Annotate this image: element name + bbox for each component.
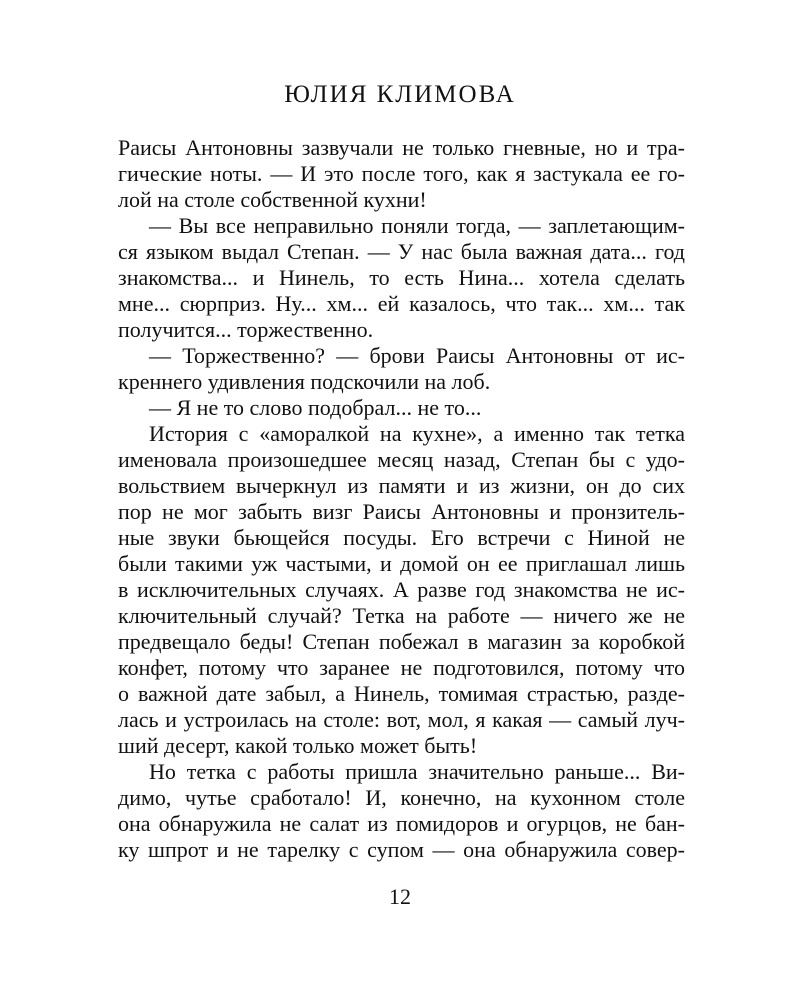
text-line: вольствием вычеркнул из памяти и из жизни, он до сих: [118, 473, 685, 498]
text-line: получится... торжественно.: [118, 317, 374, 342]
text-line: в исключительных случаях. А разве год знакомства не ис-: [118, 577, 685, 602]
text-line: История с «аморалкой на кухне», а именно так тетка: [149, 421, 685, 446]
text-line: — Торжественно? — брови Раисы Антоновны от ис-: [149, 343, 685, 368]
text-line: ные звуки бьющейся посуды. Его встречи с Ниной не: [118, 525, 685, 550]
page-number: 12: [389, 884, 411, 909]
text-line: предвещало беды! Степан побежал в магазин за коробкой: [118, 629, 685, 654]
text-line: — Я не то слово подобрал... не то...: [149, 395, 482, 420]
text-line: — Вы все неправильно поняли тогда, — заплетающим-: [149, 213, 685, 238]
text-line: Но тетка с работы пришла значительно раньше... Ви-: [149, 759, 685, 784]
text-line: гические ноты. — И это после того, как я застукала ее го-: [118, 161, 685, 186]
text-line: пор не мог забыть визг Раисы Антоновны и пронзитель-: [118, 499, 685, 524]
text-line: мне... сюрприз. Ну... хм... ей казалось, что так... хм... так: [118, 291, 685, 316]
text-line: креннего удивления подскочили на лоб.: [118, 369, 491, 394]
text-line: она обнаружила не салат из помидоров и огурцов, не бан-: [118, 811, 685, 836]
text-line: димо, чутье сработало! И, конечно, на кухонном столе: [118, 785, 685, 810]
body-text: [118, 135, 685, 863]
text-line: ший десерт, какой только может быть!: [118, 733, 478, 758]
text-line: именовала произошедшее месяц назад, Степан бы с удо-: [118, 447, 685, 472]
text-line: о важной дате забыл, а Нинель, томимая страстью, разде-: [118, 681, 685, 706]
text-line: лась и устроилась на столе: вот, мол, я какая — самый луч-: [118, 707, 685, 732]
running-head-author: ЮЛИЯ КЛИМОВА: [284, 81, 516, 108]
text-line: ключительный случай? Тетка на работе — ничего же не: [118, 603, 685, 628]
text-line: ся языком выдал Степан. — У нас была важная дата... год: [118, 239, 685, 264]
text-line: знакомства... и Нинель, то есть Нина... хотела сделать: [118, 265, 685, 290]
text-line: лой на столе собственной кухни!: [118, 187, 427, 212]
text-line: были такими уж частыми, и домой он ее приглашал лишь: [118, 551, 685, 576]
text-line: ку шпрот и не тарелку с супом — она обнаружила совер-: [118, 837, 685, 862]
text-line: Раисы Антоновны зазвучали не только гневные, но и тра-: [118, 135, 685, 160]
text-line: конфет, потому что заранее не подготовился, потому что: [118, 655, 685, 680]
